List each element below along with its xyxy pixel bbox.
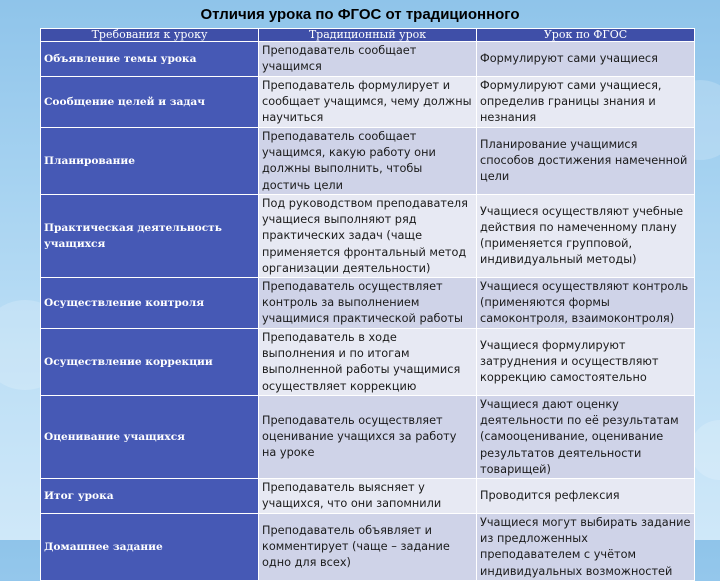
traditional-cell	[259, 195, 477, 278]
fgos-cell	[477, 128, 695, 195]
traditional-cell	[259, 479, 477, 514]
column-header-fgos: Урок по ФГОС	[477, 29, 695, 42]
traditional-text: Преподаватель формулирует и сообщает учащимся, чему должны научиться	[262, 79, 472, 125]
row-label: Итог урока	[41, 479, 259, 514]
column-header-traditional: Традиционный урок	[259, 29, 477, 42]
table-row	[41, 195, 695, 278]
fgos-text: Учащиеся дают оценку деятельности по её результатам (самооценивание, оценивание результатов деятельности товарищей)	[480, 398, 679, 476]
table-row	[41, 278, 695, 329]
row-label: Планирование	[41, 128, 259, 195]
traditional-cell	[259, 396, 477, 479]
row-label: Объявление темы урока	[41, 42, 259, 77]
fgos-cell	[477, 42, 695, 77]
table-row	[41, 42, 695, 77]
fgos-text: Учащиеся осуществляют учебные действия по намеченному плану (применяется групповой, индивидуальный методы)	[480, 204, 684, 267]
traditional-cell	[259, 329, 477, 396]
fgos-cell	[477, 396, 695, 479]
column-header-requirements: Требования к уроку	[41, 29, 259, 42]
row-label: Практическая деятельность учащихся	[41, 195, 259, 278]
traditional-text: Преподаватель осуществляет контроль за выполнением учащимися практической работы	[262, 280, 463, 326]
row-label: Оценивание учащихся	[41, 396, 259, 479]
fgos-text: Формулируют сами учащиеся	[480, 51, 658, 65]
traditional-text: Под руководством преподавателя учащиеся выполняют ряд практических задач (чаще применяется фронтальный метод организации деятельности)	[262, 197, 468, 275]
row-label: Осуществление контроля	[41, 278, 259, 329]
comparison-table	[40, 28, 695, 581]
fgos-text: Проводится рефлексия	[480, 488, 620, 502]
traditional-text: Преподаватель выясняет у учащихся, что они запомнили	[262, 481, 442, 511]
fgos-cell	[477, 514, 695, 581]
fgos-cell	[477, 278, 695, 329]
table-header-row	[41, 29, 695, 42]
row-label: Домашнее задание	[41, 514, 259, 581]
fgos-text: Формулируют сами учащиеся, определив границы знания и незнания	[480, 79, 662, 125]
table-row	[41, 128, 695, 195]
table-row	[41, 329, 695, 396]
fgos-cell	[477, 329, 695, 396]
traditional-text: Преподаватель в ходе выполнения и по итогам выполненной работы учащимися осуществляет коррекцию	[262, 331, 461, 393]
traditional-cell	[259, 278, 477, 329]
fgos-text: Планирование учащимися способов достижения намеченной цели	[480, 137, 688, 184]
table-row	[41, 77, 695, 128]
fgos-text: Учащиеся формулируют затруднения и осуществляют коррекцию самостоятельно	[480, 338, 659, 385]
traditional-cell	[259, 42, 477, 77]
fgos-text: Учащиеся осуществляют контроль (применяются формы самоконтроля, взаимоконтроля)	[480, 280, 689, 326]
fgos-cell	[477, 195, 695, 278]
traditional-text: Преподаватель объявляет и комментирует (чаще – задание одно для всех)	[262, 524, 450, 570]
traditional-cell	[259, 514, 477, 581]
row-label: Сообщение целей и задач	[41, 77, 259, 128]
fgos-cell	[477, 479, 695, 514]
fgos-cell	[477, 77, 695, 128]
row-label: Осуществление коррекции	[41, 329, 259, 396]
table-row	[41, 479, 695, 514]
slide-title: Отличия урока по ФГОС от традиционного	[200, 6, 520, 23]
traditional-cell	[259, 128, 477, 195]
traditional-text: Преподаватель сообщает учащимся	[262, 44, 417, 74]
table-row	[41, 514, 695, 581]
fgos-text: Учащиеся могут выбирать задание из предложенных преподавателем с учётом индивидуальных возможностей	[480, 516, 691, 578]
traditional-text: Преподаватель осуществляет оценивание учащихся за работу на уроке	[262, 413, 457, 460]
traditional-text: Преподаватель сообщает учащимся, какую работу они должны выполнить, чтобы достичь цели	[262, 130, 436, 192]
table-row	[41, 396, 695, 479]
traditional-cell	[259, 77, 477, 128]
